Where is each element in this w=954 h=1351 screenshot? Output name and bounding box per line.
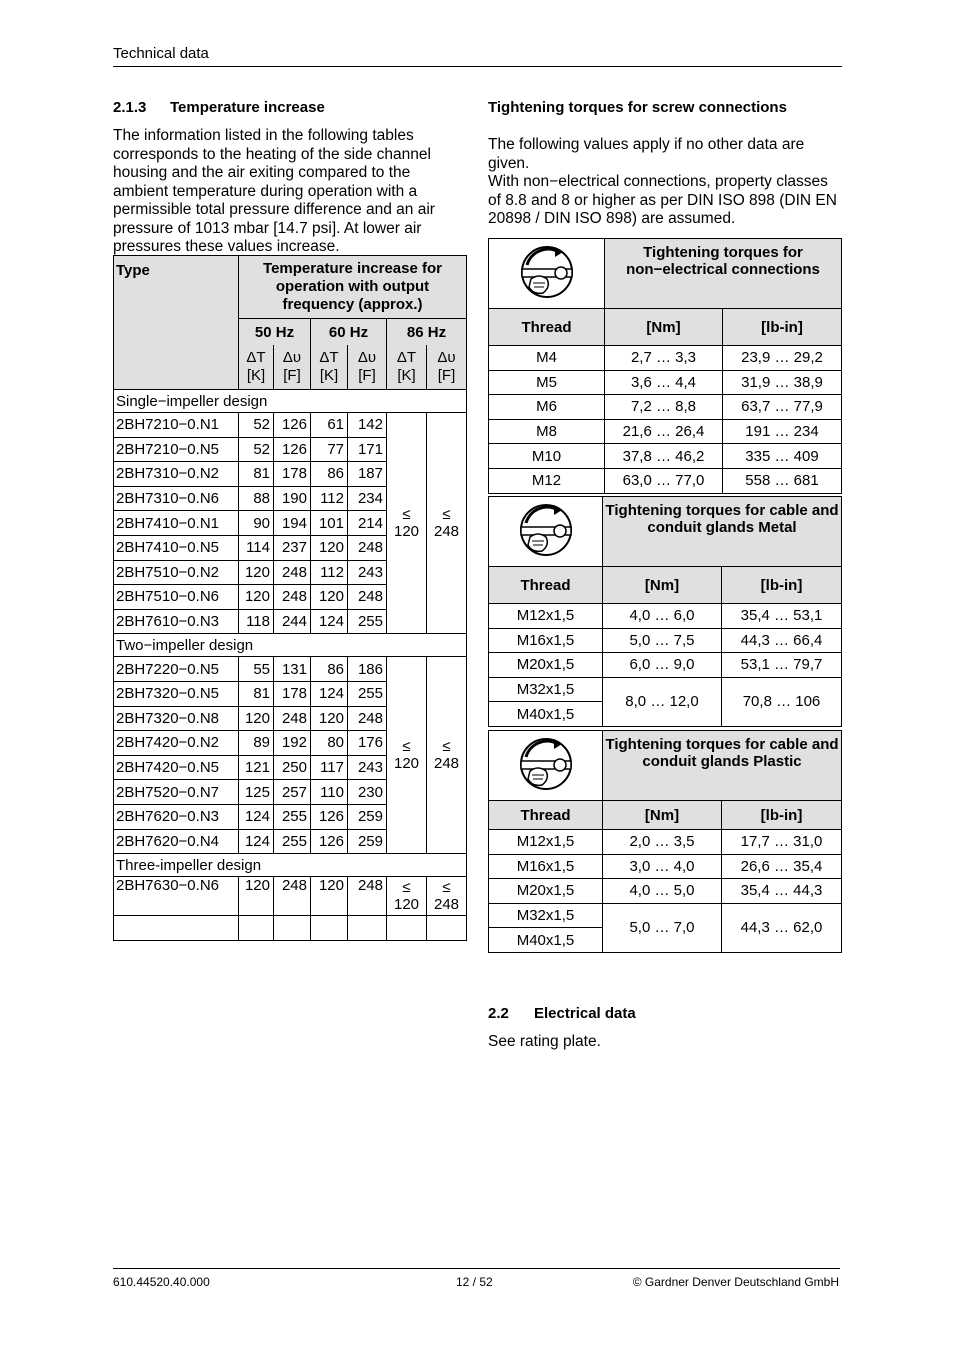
value-cell: 255 [348, 609, 387, 634]
type-cell: 2BH7210−0.N5 [114, 437, 239, 462]
type-cell: 2BH7220−0.N5 [114, 657, 239, 682]
table-row [489, 604, 842, 629]
value-cell: 52 [239, 413, 274, 438]
lbin-cell: 17,7 … 31,0 [722, 830, 842, 855]
type-cell: 2BH7520−0.N7 [114, 780, 239, 805]
page-number: 12 / 52 [456, 1275, 493, 1289]
value-cell: 248 [348, 706, 387, 731]
value-cell: 194 [274, 511, 311, 536]
type-cell: 2BH7630−0.N6 [114, 877, 239, 916]
col-lbin: [lb-in] [723, 309, 842, 346]
value-cell: 112 [311, 560, 348, 585]
table-title: Tightening torques for cable and conduit glands Plastic [603, 731, 842, 801]
nm-cell: 4,0 … 5,0 [603, 879, 722, 904]
doc-number: 610.44520.40.000 [113, 1275, 210, 1289]
table-row [489, 628, 842, 653]
delta-v-header [427, 345, 467, 390]
merged-lbin: 70,8 … 106 [722, 677, 842, 726]
delta-t-header [387, 345, 427, 390]
delta-t-header [239, 345, 274, 390]
type-cell: 2BH7210−0.N1 [114, 413, 239, 438]
nm-cell: 21,6 … 26,4 [605, 419, 723, 444]
table-row [489, 653, 842, 678]
value-cell: 171 [348, 437, 387, 462]
table-row [489, 468, 842, 493]
unit-label: [K] [397, 367, 416, 384]
value-cell: 248 [274, 585, 311, 610]
section-heading-electrical [488, 1005, 636, 1022]
type-cell: 2BH7620−0.N4 [114, 829, 239, 854]
value-cell: 88 [239, 486, 274, 511]
table-row [114, 877, 467, 916]
value-cell: 124 [239, 829, 274, 854]
value-cell: 112 [311, 486, 348, 511]
section-number: 2.2 [488, 1005, 509, 1022]
thread-cell: M16x1,5 [489, 628, 603, 653]
unit-label: [F] [358, 367, 376, 384]
value-cell: 255 [274, 829, 311, 854]
value-cell: 248 [348, 585, 387, 610]
frequency-header: 86 Hz [387, 319, 467, 346]
value-cell: 176 [348, 731, 387, 756]
type-cell: 2BH7510−0.N2 [114, 560, 239, 585]
torques-intro-1: The following values apply if no other data are given. [488, 136, 805, 172]
value-cell: 131 [274, 657, 311, 682]
lbin-cell: 335 … 409 [723, 444, 842, 469]
torques-intro-2: With non−electrical connections, property classes of 8.8 and 8 or higher as per DIN ISO 898 (DIN EN 20898 / DIN ISO 898) are assumed. [488, 173, 837, 227]
delta-symbol: ΔT [396, 349, 417, 366]
table-row [489, 830, 842, 855]
group-label: Two−impeller design [114, 634, 467, 657]
nm-cell: 4,0 … 6,0 [603, 604, 722, 629]
copyright: © Gardner Denver Deutschland GmbH [632, 1275, 839, 1289]
type-cell: 2BH7410−0.N5 [114, 535, 239, 560]
merged-thread-1: M32x1,5 [489, 903, 603, 928]
max-f-cell: ≤ 248 [427, 413, 467, 634]
merged-lbin: 44,3 … 62,0 [722, 903, 842, 952]
value-cell: 125 [239, 780, 274, 805]
type-cell: 2BH7510−0.N6 [114, 585, 239, 610]
lbin-cell: 31,9 … 38,9 [723, 370, 842, 395]
unit-label: [F] [437, 367, 456, 384]
col-nm: [Nm] [603, 567, 722, 604]
torque-table-nonelectrical [488, 238, 842, 494]
thread-cell: M20x1,5 [489, 879, 603, 904]
lbin-cell: 23,9 … 29,2 [723, 346, 842, 371]
value-cell: 120 [239, 585, 274, 610]
torque-table-metal [488, 496, 842, 727]
group-label: Three-impeller design [114, 854, 467, 877]
table-row [489, 879, 842, 904]
type-cell: 2BH7310−0.N6 [114, 486, 239, 511]
thread-cell: M12 [489, 468, 605, 493]
value-cell: 120 [311, 535, 348, 560]
value-cell: 243 [348, 755, 387, 780]
value-cell: 234 [348, 486, 387, 511]
unit-label: [K] [319, 367, 339, 384]
value-cell: 214 [348, 511, 387, 536]
value-cell: 124 [311, 681, 348, 706]
torques-heading: Tightening torques for screw connections [488, 99, 787, 116]
value-cell: 118 [239, 609, 274, 634]
type-cell: 2BH7320−0.N5 [114, 681, 239, 706]
table-end-row [114, 916, 467, 941]
type-cell: 2BH7410−0.N1 [114, 511, 239, 536]
max-k-cell: ≤ 120 [387, 413, 427, 634]
thread-cell: M4 [489, 346, 605, 371]
value-cell: 120 [239, 877, 274, 916]
value-cell: 126 [274, 413, 311, 438]
electrical-text: See rating plate. [488, 1033, 601, 1050]
merged-thread-2: M40x1,5 [489, 702, 603, 727]
group-row [114, 390, 467, 413]
value-cell: 248 [348, 877, 387, 916]
merged-nm: 8,0 … 12,0 [603, 677, 722, 726]
merged-thread-1: M32x1,5 [489, 677, 603, 702]
delta-symbol: Δυ [357, 349, 377, 366]
value-cell: 80 [311, 731, 348, 756]
table-row [489, 444, 842, 469]
lbin-cell: 35,4 … 53,1 [722, 604, 842, 629]
value-cell: 259 [348, 829, 387, 854]
nm-cell: 3,6 … 4,4 [605, 370, 723, 395]
value-cell: 120 [311, 585, 348, 610]
value-cell: 120 [311, 877, 348, 916]
type-cell: 2BH7420−0.N5 [114, 755, 239, 780]
col-nm: [Nm] [603, 801, 722, 830]
value-cell: 126 [311, 829, 348, 854]
metal-body [489, 604, 842, 678]
group-row [114, 854, 467, 877]
value-cell: 142 [348, 413, 387, 438]
merged-nm: 5,0 … 7,0 [603, 903, 722, 952]
lbin-cell: 558 … 681 [723, 468, 842, 493]
lbin-cell: 191 … 234 [723, 419, 842, 444]
thread-cell: M12x1,5 [489, 830, 603, 855]
value-cell: 259 [348, 804, 387, 829]
value-cell: 124 [239, 804, 274, 829]
unit-label: [K] [246, 367, 266, 384]
lbin-cell: 44,3 … 66,4 [722, 628, 842, 653]
unit-label: [F] [283, 367, 301, 384]
value-cell: 120 [239, 560, 274, 585]
section-number: 2.1.3 [113, 99, 147, 116]
nm-cell: 7,2 … 8,8 [605, 395, 723, 420]
max-k-cell: ≤ 120 [387, 657, 427, 854]
table-row [114, 657, 467, 682]
col-nm: [Nm] [605, 309, 723, 346]
delta-symbol: Δυ [282, 349, 302, 366]
delta-symbol: ΔT [319, 349, 339, 366]
table-row [489, 854, 842, 879]
col-thread: Thread [489, 801, 603, 830]
header-rule [113, 66, 842, 67]
lbin-cell: 35,4 … 44,3 [722, 879, 842, 904]
delta-t-header [311, 345, 348, 390]
value-cell: 90 [239, 511, 274, 536]
plastic-body [489, 830, 842, 904]
value-cell: 255 [348, 681, 387, 706]
value-cell: 257 [274, 780, 311, 805]
wrench-hand-icon [489, 731, 603, 801]
table-row [489, 419, 842, 444]
thread-cell: M16x1,5 [489, 854, 603, 879]
value-cell: 192 [274, 731, 311, 756]
value-cell: 101 [311, 511, 348, 536]
value-cell: 120 [239, 706, 274, 731]
value-cell: 243 [348, 560, 387, 585]
value-cell: 187 [348, 462, 387, 487]
value-cell: 124 [311, 609, 348, 634]
max-k-cell: ≤ 120 [387, 877, 427, 916]
value-cell: 178 [274, 462, 311, 487]
frequency-header: 60 Hz [311, 319, 387, 346]
value-cell: 248 [274, 560, 311, 585]
value-cell: 230 [348, 780, 387, 805]
value-cell: 178 [274, 681, 311, 706]
value-cell: 81 [239, 681, 274, 706]
table-row [489, 395, 842, 420]
col-group-header: Temperature increase for operation with output frequency (approx.) [239, 256, 467, 319]
temperature-intro: The information listed in the following tables corresponds to the heating of the side channel housing and the air exiting compared to the ambient temperature during operation with a permissible total pressure difference and an air pressure of 1013 mbar [14.7 psi]. At lower air pressures these values increase. [113, 127, 435, 255]
max-f-cell: ≤ 248 [427, 657, 467, 854]
type-cell: 2BH7420−0.N2 [114, 731, 239, 756]
value-cell: 248 [274, 706, 311, 731]
thread-cell: M5 [489, 370, 605, 395]
table-title: Tightening torques for cable and conduit glands Metal [603, 497, 842, 567]
temperature-table [113, 255, 467, 941]
thread-cell: M12x1,5 [489, 604, 603, 629]
value-cell: 244 [274, 609, 311, 634]
thread-cell: M10 [489, 444, 605, 469]
value-cell: 248 [348, 535, 387, 560]
value-cell: 55 [239, 657, 274, 682]
value-cell: 81 [239, 462, 274, 487]
value-cell: 126 [311, 804, 348, 829]
nm-cell: 2,7 … 3,3 [605, 346, 723, 371]
page-header: Technical data [113, 45, 209, 62]
delta-v-header [274, 345, 311, 390]
value-cell: 186 [348, 657, 387, 682]
type-cell: 2BH7610−0.N3 [114, 609, 239, 634]
value-cell: 114 [239, 535, 274, 560]
footer-rule [113, 1268, 840, 1269]
table-row [489, 370, 842, 395]
value-cell: 86 [311, 657, 348, 682]
col-lbin: [lb-in] [722, 801, 842, 830]
lbin-cell: 53,1 … 79,7 [722, 653, 842, 678]
col-thread: Thread [489, 309, 605, 346]
value-cell: 237 [274, 535, 311, 560]
table-title: Tightening torques for non−electrical connections [605, 239, 842, 309]
section-title: Temperature increase [170, 99, 325, 116]
type-cell: 2BH7320−0.N8 [114, 706, 239, 731]
section-title: Electrical data [534, 1005, 636, 1022]
wrench-hand-icon [489, 239, 605, 309]
frequency-header: 50 Hz [239, 319, 311, 346]
value-cell: 126 [274, 437, 311, 462]
torque-table-plastic [488, 730, 842, 953]
nonelectrical-body [489, 346, 842, 494]
temperature-body [114, 390, 467, 916]
table-row [114, 413, 467, 438]
value-cell: 52 [239, 437, 274, 462]
value-cell: 190 [274, 486, 311, 511]
group-label: Single−impeller design [114, 390, 467, 413]
nm-cell: 3,0 … 4,0 [603, 854, 722, 879]
value-cell: 110 [311, 780, 348, 805]
section-heading-temperature [113, 99, 325, 116]
thread-cell: M6 [489, 395, 605, 420]
value-cell: 120 [311, 706, 348, 731]
value-cell: 86 [311, 462, 348, 487]
nm-cell: 5,0 … 7,5 [603, 628, 722, 653]
group-row [114, 634, 467, 657]
value-cell: 117 [311, 755, 348, 780]
value-cell: 121 [239, 755, 274, 780]
thread-cell: M8 [489, 419, 605, 444]
value-cell: 250 [274, 755, 311, 780]
value-cell: 77 [311, 437, 348, 462]
col-lbin: [lb-in] [722, 567, 842, 604]
nm-cell: 37,8 … 46,2 [605, 444, 723, 469]
nm-cell: 6,0 … 9,0 [603, 653, 722, 678]
value-cell: 61 [311, 413, 348, 438]
lbin-cell: 63,7 … 77,9 [723, 395, 842, 420]
col-type-header: Type [114, 256, 239, 390]
wrench-hand-icon [489, 497, 603, 567]
col-thread: Thread [489, 567, 603, 604]
delta-v-header [348, 345, 387, 390]
type-cell: 2BH7310−0.N2 [114, 462, 239, 487]
merged-thread-2: M40x1,5 [489, 928, 603, 953]
delta-symbol: Δυ [437, 349, 456, 366]
nm-cell: 63,0 … 77,0 [605, 468, 723, 493]
lbin-cell: 26,6 … 35,4 [722, 854, 842, 879]
type-cell: 2BH7620−0.N3 [114, 804, 239, 829]
max-f-cell: ≤ 248 [427, 877, 467, 916]
thread-cell: M20x1,5 [489, 653, 603, 678]
nm-cell: 2,0 … 3,5 [603, 830, 722, 855]
delta-symbol: ΔT [246, 349, 266, 366]
value-cell: 248 [274, 877, 311, 916]
value-cell: 89 [239, 731, 274, 756]
table-row [489, 346, 842, 371]
value-cell: 255 [274, 804, 311, 829]
